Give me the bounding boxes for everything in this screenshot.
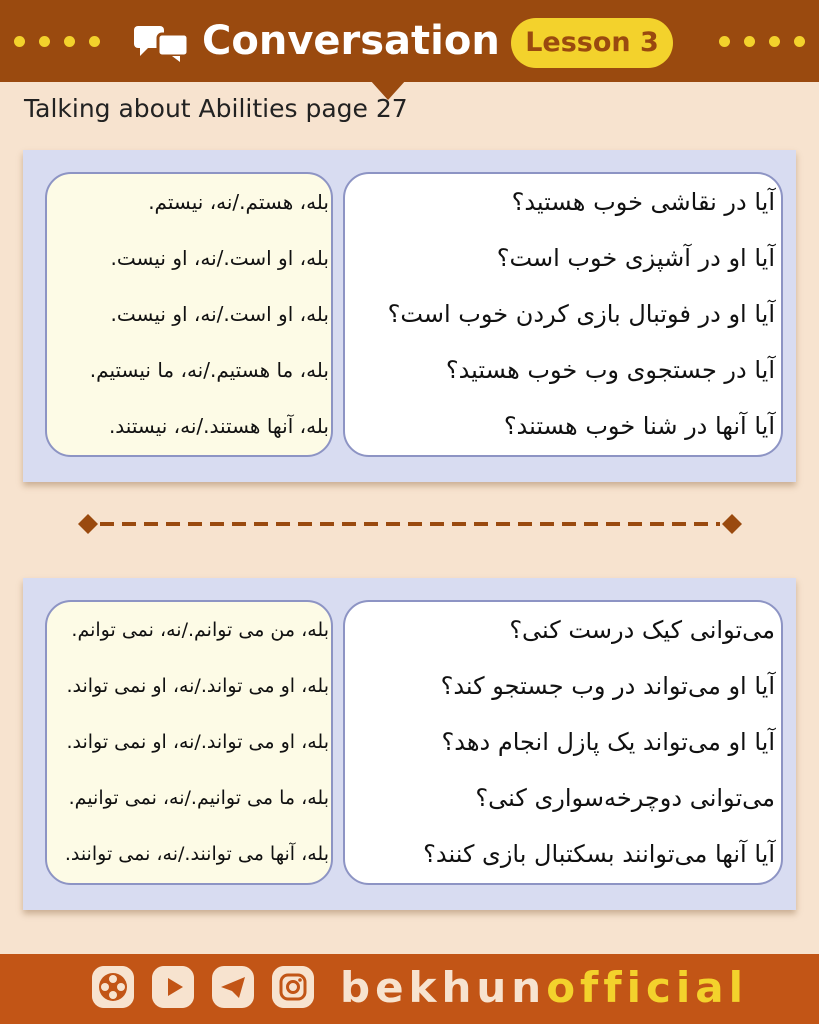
conversation-panel-1	[23, 150, 796, 482]
answer-item: بله، او می تواند./نه، او نمی تواند.	[66, 731, 329, 753]
answer-item: بله، ما می توانیم./نه، نمی توانیم.	[68, 787, 329, 809]
answer-item: بله، هستم./نه، نیستم.	[148, 190, 329, 214]
question-item: می‌توانی کیک درست کنی؟	[509, 616, 775, 644]
answer-item: بله، ما هستیم./نه، ما نیستیم.	[89, 358, 329, 382]
question-item: آیا او در آشپزی خوب است؟	[496, 244, 775, 272]
questions-box-2	[343, 600, 783, 885]
dashed-divider	[78, 512, 742, 536]
film-reel-icon[interactable]	[92, 966, 134, 1008]
answer-item: بله، من می توانم./نه، نمی توانم.	[71, 619, 329, 641]
chat-bubbles-icon	[132, 22, 192, 62]
header-dots-left	[14, 36, 100, 47]
conversation-panel-2	[23, 578, 796, 910]
questions-box-1	[343, 172, 783, 457]
page-title: Conversation	[202, 18, 500, 64]
lesson-badge: Lesson 3	[511, 18, 673, 68]
answers-box-1	[45, 172, 333, 457]
question-item: آیا آنها در شنا خوب هستند؟	[503, 412, 775, 440]
question-item: آیا در جستجوی وب خوب هستید؟	[445, 356, 775, 384]
brand-name-part2: official	[546, 963, 749, 1012]
question-item: آیا او در فوتبال بازی کردن خوب است؟	[387, 300, 775, 328]
answer-item: بله، آنها هستند./نه، نیستند.	[108, 414, 329, 438]
answer-item: بله، او است./نه، او نیست.	[110, 246, 329, 270]
answers-box-2	[45, 600, 333, 885]
question-item: می‌توانی دوچرخه‌سواری کنی؟	[475, 784, 775, 812]
page-subtitle: Talking about Abilities page 27	[24, 94, 408, 123]
question-item: آیا او می‌تواند یک پازل انجام دهد؟	[441, 728, 775, 756]
brand-name	[340, 960, 748, 1016]
youtube-icon[interactable]	[152, 966, 194, 1008]
telegram-icon[interactable]	[212, 966, 254, 1008]
header-dots-right	[719, 36, 805, 47]
answer-item: بله، او است./نه، او نیست.	[110, 302, 329, 326]
question-item: آیا در نقاشی خوب هستید؟	[511, 188, 775, 216]
header-bar	[0, 0, 819, 82]
answer-item: بله، او می تواند./نه، او نمی تواند.	[66, 675, 329, 697]
question-item: آیا آنها می‌توانند بسکتبال بازی کنند؟	[423, 840, 775, 868]
question-item: آیا او می‌تواند در وب جستجو کند؟	[440, 672, 775, 700]
brand-name-part1: bekhun	[340, 963, 547, 1012]
instagram-icon[interactable]	[272, 966, 314, 1008]
answer-item: بله، آنها می توانند./نه، نمی توانند.	[64, 843, 329, 865]
